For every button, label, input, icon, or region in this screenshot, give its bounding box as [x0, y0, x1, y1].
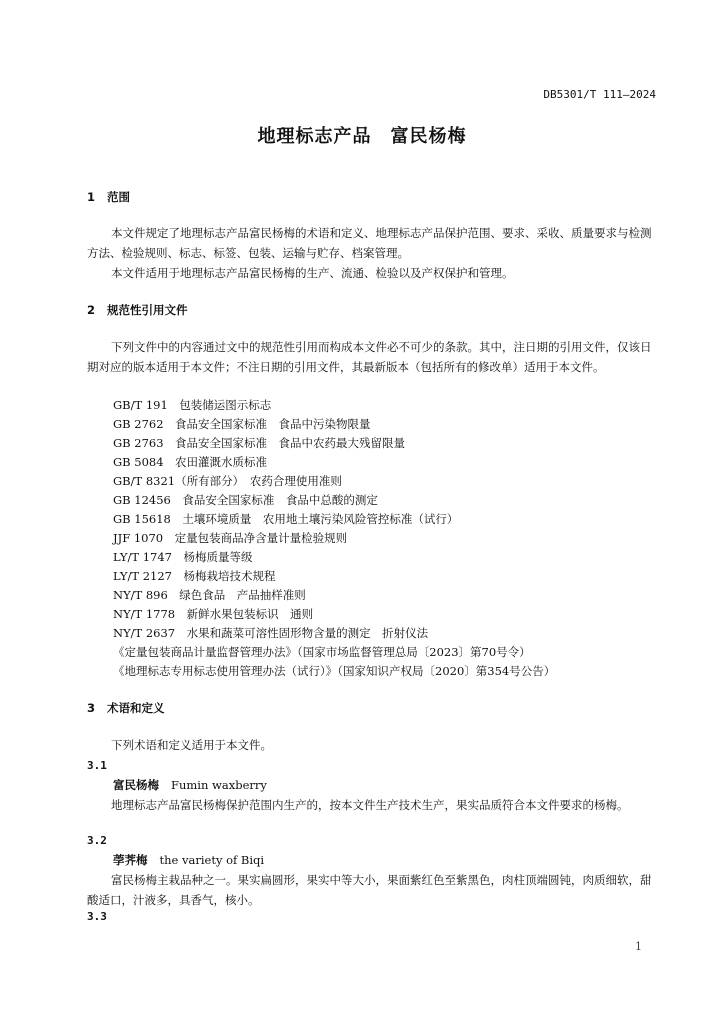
term-chinese: 荸荠梅	[113, 853, 148, 867]
ref-item: NY/T 2637 水果和蔬菜可溶性固形物含量的测定 折射仪法	[113, 626, 429, 640]
term-chinese: 富民杨梅	[113, 778, 159, 792]
section-2-heading	[87, 302, 188, 318]
term-number: 3.3	[87, 910, 107, 923]
term-english: Fumin waxberry	[171, 778, 267, 792]
ref-item: JJF 1070 定量包装商品净含量计量检验规则	[113, 531, 348, 545]
ref-item: GB 2763 食品安全国家标准 食品中农药最大残留限量	[113, 436, 406, 450]
term-definition: 地理标志产品富民杨梅保护范围内生产的，按本文件生产技术生产，果实品质符合本文件要求的杨梅。	[111, 798, 629, 812]
ref-item: NY/T 1778 新鲜水果包装标识 通则	[113, 607, 314, 621]
term-english: the variety of Biqi	[159, 853, 265, 867]
ref-item: 《定量包装商品计量监督管理办法》（国家市场监督管理总局〔2023〕第70号令）	[113, 645, 531, 659]
section-title: 规范性引用文件	[107, 303, 188, 317]
ref-item: GB 2762 食品安全国家标准 食品中污染物限量	[113, 417, 371, 431]
term-entry	[113, 775, 267, 795]
section-title: 术语和定义	[107, 701, 165, 715]
section-3-heading	[87, 700, 165, 716]
ref-item: NY/T 896 绿色食品 产品抽样准则	[113, 588, 306, 602]
term-entry	[113, 850, 264, 870]
section-number: 1	[87, 190, 96, 204]
ref-item: GB/T 8321（所有部分） 农药合理使用准则	[113, 474, 342, 488]
ref-item: LY/T 1747 杨梅质量等级	[113, 550, 253, 564]
section-1-para-2: 本文件适用于地理标志产品富民杨梅的生产、流通、检验以及产权保护和管理。	[111, 266, 514, 280]
ref-item: 《地理标志专用标志使用管理办法（试行）》（国家知识产权局〔2020〕第354号公告）	[113, 664, 556, 678]
section-3-intro: 下列术语和定义适用于本文件。	[111, 738, 272, 752]
ref-item: GB/T 191 包装储运图示标志	[113, 398, 272, 412]
term-number: 3.1	[87, 759, 107, 772]
doc-title: 地理标志产品 富民杨梅	[257, 126, 467, 147]
section-1-para-1: 本文件规定了地理标志产品富民杨梅的术语和定义、地理标志产品保护范围、要求、采收、质量要求与检测方法、检验规则、标志、标签、包装、运输与贮存、档案管理。	[87, 226, 652, 260]
section-number: 3	[87, 701, 96, 715]
ref-item: LY/T 2127 杨梅栽培技术规程	[113, 569, 276, 583]
page-number: 1	[635, 940, 642, 953]
section-title: 范围	[107, 190, 130, 204]
ref-item: GB 12456 食品安全国家标准 食品中总酸的测定	[113, 493, 378, 507]
section-number: 2	[87, 303, 96, 317]
term-definition: 富民杨梅主栽品种之一。果实扁圆形，果实中等大小，果面紫红色至紫黑色，肉柱顶端圆钝，肉质细软，甜酸适口，汁液多，具香气，核小。	[87, 873, 652, 907]
section-2-intro: 下列文件中的内容通过文中的规范性引用而构成本文件必不可少的条款。其中，注日期的引用文件，仅该日期对应的版本适用于本文件；不注日期的引用文件，其最新版本（包括所有的修改单）适用于本文件。	[87, 340, 652, 374]
ref-item: GB 15618 土壤环境质量 农用地土壤污染风险管控标准（试行）	[113, 512, 459, 526]
section-1-heading	[87, 189, 130, 205]
doc-number: DB5301/T 111—2024	[543, 88, 656, 101]
term-number: 3.2	[87, 834, 107, 847]
ref-item: GB 5084 农田灌溉水质标准	[113, 455, 268, 469]
